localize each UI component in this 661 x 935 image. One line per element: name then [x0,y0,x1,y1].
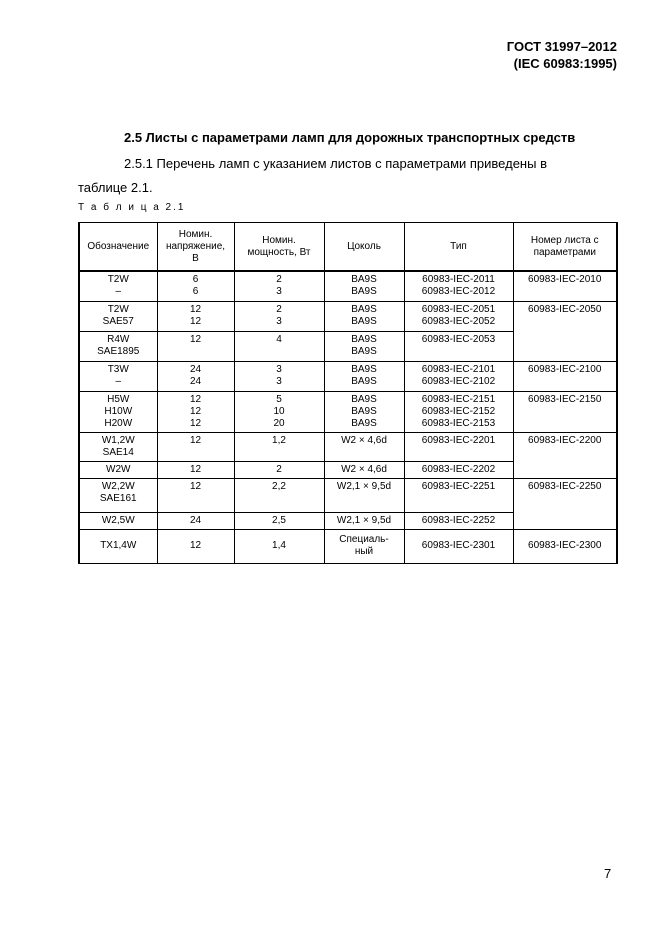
power-cell: 2 [234,461,324,478]
lamp-sheets-table [78,222,618,564]
header-designation: Обозначение [79,223,157,272]
designation-cell: W2W [79,461,157,478]
type-cell: 60983-IEC-2301 [404,529,513,563]
power-cell: 5 10 20 [234,391,324,432]
base-cell: Специаль- ный [324,529,404,563]
sheet-number-cell: 60983-IEC-2050 [513,301,617,361]
base-cell: W2,1 × 9,5d [324,478,404,512]
base-cell: BA9S BA9S BA9S [324,391,404,432]
page-number: 7 [604,866,612,881]
power-cell: 4 [234,331,324,361]
designation-cell: T2W SAE57 [79,301,157,331]
table-row [79,301,617,331]
power-cell: 1,2 [234,432,324,461]
power-cell: 1,4 [234,529,324,563]
designation-cell: TX1,4W [79,529,157,563]
standard-number: ГОСТ 31997–2012 [506,39,617,54]
designation-cell: T2W – [79,271,157,301]
designation-cell: W2,2W SAE161 [79,478,157,512]
voltage-cell: 12 [157,529,234,563]
designation-cell: R4W SAE1895 [79,331,157,361]
base-cell: W2 × 4,6d [324,432,404,461]
base-cell: BA9S BA9S [324,271,404,301]
type-cell: 60983-IEC-2202 [404,461,513,478]
designation-cell: T3W – [79,361,157,391]
header-type: Тип [404,223,513,272]
sheet-number-cell: 60983-IEC-2010 [513,271,617,301]
voltage-cell: 24 24 [157,361,234,391]
base-cell: W2 × 4,6d [324,461,404,478]
header-power: Номин. мощность, Вт [234,223,324,272]
table-row [79,432,617,461]
power-cell: 2 3 [234,301,324,331]
voltage-cell: 12 12 12 [157,391,234,432]
type-cell: 60983-IEC-2011 60983-IEC-2012 [404,271,513,301]
sheet-number-cell: 60983-IEC-2300 [513,529,617,563]
table-row [79,529,617,563]
base-cell: BA9S BA9S [324,331,404,361]
power-cell: 2,5 [234,512,324,529]
sheet-number-cell: 60983-IEC-2250 [513,478,617,529]
voltage-cell: 24 [157,512,234,529]
voltage-cell: 12 12 [157,301,234,331]
table-row [79,478,617,512]
voltage-cell: 6 6 [157,271,234,301]
sheet-number-cell: 60983-IEC-2150 [513,391,617,432]
header-voltage: Номин. напряжение, В [157,223,234,272]
sheet-number-cell: 60983-IEC-2100 [513,361,617,391]
type-cell: 60983-IEC-2151 60983-IEC-2152 60983-IEC-2153 [404,391,513,432]
type-cell: 60983-IEC-2251 [404,478,513,512]
table-caption: Т а б л и ц а 2.1 [78,202,186,213]
type-cell: 60983-IEC-2101 60983-IEC-2102 [404,361,513,391]
power-cell: 3 3 [234,361,324,391]
document-header [507,38,617,72]
voltage-cell: 12 [157,461,234,478]
type-cell: 60983-IEC-2053 [404,331,513,361]
type-cell: 60983-IEC-2201 [404,432,513,461]
designation-cell: W1,2W SAE14 [79,432,157,461]
sheet-number-cell: 60983-IEC-2200 [513,432,617,478]
power-cell: 2,2 [234,478,324,512]
base-cell: W2,1 × 9,5d [324,512,404,529]
type-cell: 60983-IEC-2051 60983-IEC-2052 [404,301,513,331]
voltage-cell: 12 [157,478,234,512]
designation-cell: H5W H10W H20W [79,391,157,432]
paragraph-line-2: таблице 2.1. [78,180,153,195]
standard-equivalent: (IEC 60983:1995) [513,56,617,71]
table-row [79,391,617,432]
designation-cell: W2,5W [79,512,157,529]
section-title: 2.5 Листы с параметрами ламп для дорожных транспортных средств [124,130,576,145]
voltage-cell: 12 [157,432,234,461]
power-cell: 2 3 [234,271,324,301]
base-cell: BA9S BA9S [324,301,404,331]
type-cell: 60983-IEC-2252 [404,512,513,529]
voltage-cell: 12 [157,331,234,361]
header-sheet-number: Номер листа с параметрами [513,223,617,272]
table-row [79,361,617,391]
table-row [79,271,617,301]
table-header-row [79,223,617,272]
header-base: Цоколь [324,223,404,272]
paragraph-line-1: 2.5.1 Перечень ламп с указанием листов с параметрами приведены в [124,156,547,171]
base-cell: BA9S BA9S [324,361,404,391]
